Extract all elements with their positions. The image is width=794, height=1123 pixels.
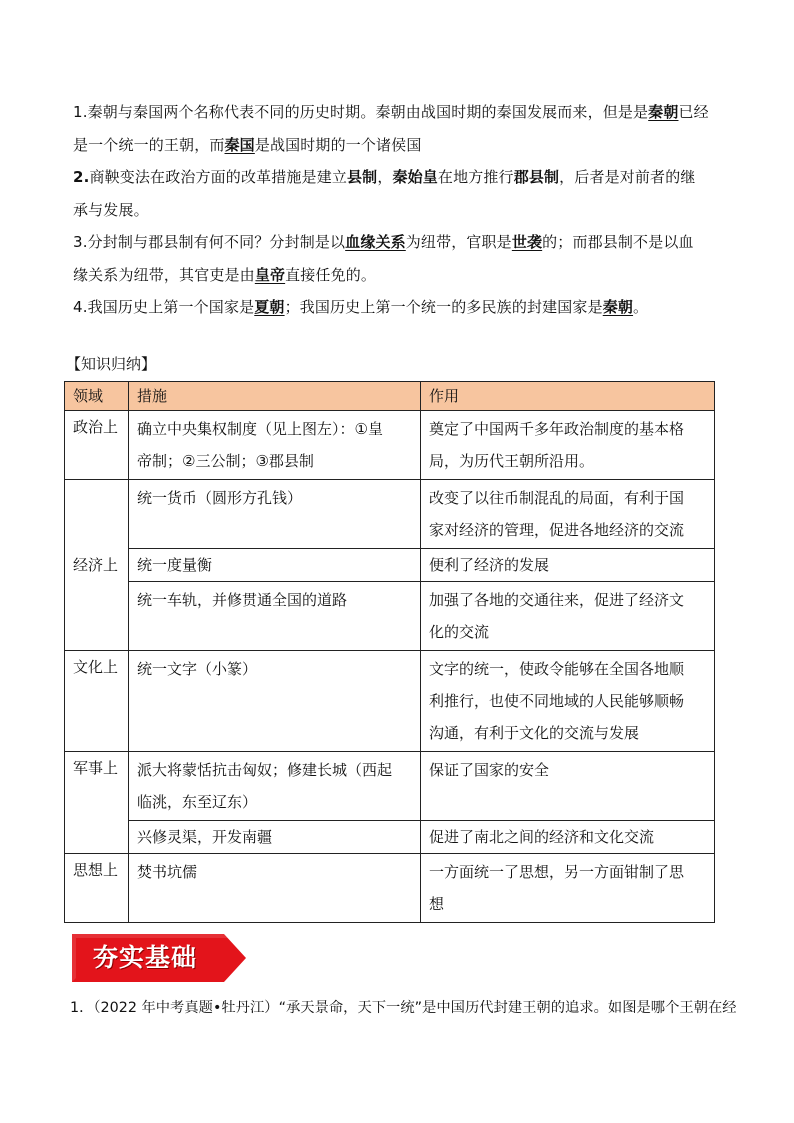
table-row: [65, 411, 715, 480]
keyword: 皇帝: [254, 265, 286, 284]
keyword: 秦朝: [648, 103, 679, 121]
effect-cell: [421, 752, 715, 821]
point-1-line-2: [73, 129, 723, 162]
cell-line: 利推行，也使不同地域的人民能够顺畅: [429, 692, 685, 710]
measure-cell: [129, 582, 421, 651]
cell-line: 统一车轨，并修贯通全国的道路: [137, 591, 348, 609]
field-cell: [65, 854, 129, 923]
field-cell: [65, 411, 129, 480]
cell-line: 保证了国家的安全: [429, 761, 550, 779]
text: 的；而郡县制不是以血: [542, 233, 694, 251]
point-4-line-1: [73, 291, 723, 324]
keyword: 秦朝: [602, 298, 634, 316]
question-text: 1．（2022 年中考真题•牡丹江）“承天景命，天下一统”是中国历代封建王朝的追求。如图是哪个王朝在经: [70, 1000, 737, 1016]
cell-line: 文字的统一，使政令能够在全国各地顺: [429, 660, 685, 678]
effect-cell: [421, 821, 715, 854]
measure-cell: [129, 411, 421, 480]
point-1-line-1: [73, 96, 723, 129]
text: 缘关系为纽带，其官吏是由: [73, 265, 255, 284]
field-label: 政治上: [73, 418, 119, 436]
effect-cell: [421, 582, 715, 651]
cell-line: 局，为历代王朝所沿用。: [429, 452, 595, 470]
keyword: 秦国: [224, 135, 255, 154]
point-2-line-1: [73, 161, 723, 194]
text: 是一个统一的王朝，而: [73, 135, 225, 154]
cell-line: 促进了南北之间的经济和文化交流: [429, 828, 655, 846]
cell-line: 统一货币（圆形方孔钱）: [137, 489, 303, 507]
text: 已经: [678, 103, 709, 121]
text: 是战国时期的一个诸侯国: [254, 135, 422, 154]
text: ；我国历史上第一个统一的多民族的封建国家是: [284, 298, 603, 316]
text: 商鞅变法在政治方面的改革措施是建立: [89, 168, 347, 186]
cell-line: 兴修灵渠，开发南疆: [137, 828, 273, 846]
effect-cell: [421, 651, 715, 752]
table-header-row: [65, 382, 715, 411]
effect-cell: [421, 854, 715, 923]
summary-table: [64, 381, 715, 923]
text: ，: [377, 168, 393, 186]
effect-cell: [421, 480, 715, 549]
effect-cell: [421, 411, 715, 480]
keyword: 血缘关系: [345, 233, 406, 251]
text: 4.我国历史上第一个国家是: [73, 298, 255, 316]
header-effect: 作用: [421, 382, 715, 411]
point-3-line-1: [73, 226, 723, 259]
cell-line: 统一度量衡: [137, 556, 213, 574]
cell-line: 帝制；②三公制；③郡县制: [137, 452, 314, 470]
text: 承与发展。: [73, 200, 149, 219]
cell-line: 确立中央集权制度（见上图左）：①皇: [137, 420, 383, 438]
table-row: [65, 854, 715, 923]
cell-line: 化的交流: [429, 623, 490, 641]
keyword: 郡县制: [513, 168, 560, 186]
table-row: [65, 582, 715, 651]
keyword: 秦始皇: [392, 168, 438, 186]
table-row: [65, 752, 715, 821]
text: 1.秦朝与秦国两个名称代表不同的历史时期。秦朝由战国时期的秦国发展而来，但是是: [73, 103, 649, 121]
keyword: 夏朝: [254, 298, 285, 316]
point-2-line-2: [73, 194, 723, 227]
field-label: 经济上: [73, 556, 119, 574]
field-cell: [65, 480, 129, 651]
text: 3.分封制与郡县制有何不同？分封制是以: [73, 233, 346, 251]
point-number: 2.: [73, 168, 90, 186]
banner-label: 夯实基础: [93, 943, 198, 972]
text: 直接任免的。: [285, 265, 377, 284]
field-label: 文化上: [73, 658, 119, 676]
cell-line: 临洮，东至辽东）: [137, 793, 258, 811]
text: 。: [633, 298, 649, 316]
keyword: 县制: [347, 168, 378, 186]
cell-line: 想: [429, 895, 445, 913]
cell-line: 奠定了中国两千多年政治制度的基本格: [429, 420, 685, 438]
table-row: [65, 480, 715, 549]
header-field: 领域: [65, 382, 129, 411]
measure-cell: [129, 821, 421, 854]
cell-line: 便利了经济的发展: [429, 556, 550, 574]
cell-line: 焚书坑儒: [137, 863, 198, 881]
header-measure: 措施: [129, 382, 421, 411]
cell-line: 派大将蒙恬抗击匈奴；修建长城（西起: [137, 761, 393, 779]
field-cell: [65, 651, 129, 752]
cell-line: 一方面统一了思想，另一方面钳制了思: [429, 863, 685, 881]
field-label: 思想上: [73, 861, 119, 879]
text: 为纽带，官职是: [405, 233, 512, 251]
cell-line: 统一文字（小篆）: [137, 660, 258, 678]
keyword: 世袭: [511, 233, 543, 251]
text: ，后者是对前者的继: [559, 168, 696, 186]
table-row: [65, 549, 715, 582]
measure-cell: [129, 651, 421, 752]
key-points: [73, 96, 723, 324]
point-3-line-2: [73, 259, 723, 292]
effect-cell: [421, 549, 715, 582]
cell-line: 加强了各地的交通往来，促进了经济文: [429, 591, 685, 609]
measure-cell: [129, 549, 421, 582]
table-row: [65, 821, 715, 854]
cell-line: 沟通，有利于文化的交流与发展: [429, 724, 640, 742]
field-cell: [65, 752, 129, 854]
measure-cell: [129, 480, 421, 549]
cell-line: 改变了以往币制混乱的局面，有利于国: [429, 489, 685, 507]
text: 在地方推行: [437, 168, 514, 186]
measure-cell: [129, 854, 421, 923]
field-label: 军事上: [73, 759, 119, 777]
section-banner: [72, 934, 246, 982]
table-row: [65, 651, 715, 752]
summary-title: 【知识归纳】: [66, 355, 157, 373]
measure-cell: [129, 752, 421, 821]
cell-line: 家对经济的管理，促进各地经济的交流: [429, 521, 685, 539]
